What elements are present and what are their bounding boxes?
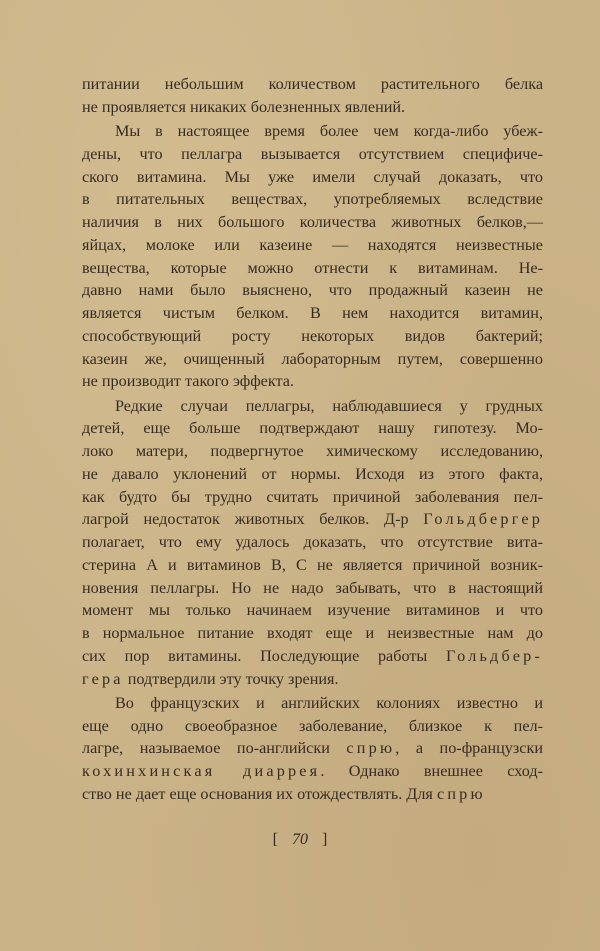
page-number-value: 70 [292, 831, 308, 848]
text-line [82, 783, 543, 806]
paragraph [82, 73, 543, 119]
text-line [82, 440, 543, 463]
text-segment: не производит такого эффекта. [82, 372, 295, 391]
text-segment: лагре, называемое по-английски [82, 739, 347, 758]
text-segment: Редкие случаи пеллагры, наблюдавшиеся у грудных [115, 396, 543, 415]
paragraph [82, 395, 543, 691]
text-segment: давно нами было выяснено, что продажный казеин не [82, 281, 543, 300]
text-segment: наличия в них большого количества животных белков,— [82, 213, 543, 231]
text-line [82, 463, 543, 486]
text-segment: ство не дает еще основания их отождествлять. Для [82, 784, 437, 803]
text-segment: способствующий росту некоторых видов бактерий; [82, 326, 543, 345]
text-segment: . Однако внешнее сход- [320, 762, 543, 780]
text-segment: Мы в настоящее время более чем когда-либо убеж- [115, 122, 543, 140]
spaced-emphasis: кохинхинская диаррея [82, 762, 321, 780]
text-segment: не давало уклонений от нормы. Исходя из этого факта, [82, 464, 543, 483]
text-segment: в нормальное питание входят еще и неизвестные нам до [82, 624, 543, 642]
text-segment: стерина А и витаминов В, С не является причиной возник- [82, 555, 543, 574]
text-line [82, 692, 543, 715]
text-line [82, 325, 543, 348]
text-line [82, 737, 543, 760]
text-segment: казеин же, очищенный лабораторным путем, совершенно [82, 349, 543, 368]
text-line [82, 73, 543, 96]
text-line [82, 417, 543, 440]
text-line [82, 370, 543, 393]
text-line [82, 577, 543, 600]
text-segment: подтвердили эту точку зрения. [123, 669, 339, 688]
text-line [82, 668, 543, 691]
page-number [0, 831, 600, 849]
text-segment: питании небольшим количеством растительного белка [82, 75, 543, 93]
spaced-emphasis: гера [82, 669, 124, 688]
text-segment: не проявляется никаких болезненных явлений. [82, 97, 406, 116]
text-segment: момент мы только начинаем изучение витаминов и что [82, 601, 543, 620]
text-segment: Во французских и английских колониях известно и [115, 693, 543, 712]
text-segment: ского витамина. Мы уже имели случай доказать, что [82, 167, 543, 186]
bracket-close: ] [322, 831, 328, 848]
text-segment: детей, еще больше подтверждают нашу гипотезу. Мо- [82, 419, 543, 438]
paragraph [82, 120, 543, 393]
text-line [82, 234, 543, 257]
text-line [82, 211, 543, 234]
text-line [82, 554, 543, 577]
spaced-emphasis: Гольдбергер [423, 510, 543, 529]
text-segment: как будто бы трудно считать причиной заболевания пел- [82, 487, 543, 506]
text-line [82, 302, 543, 325]
text-line [82, 279, 543, 302]
spaced-emphasis: Гольдбер- [445, 646, 543, 665]
text-segment: дены, что пеллагра вызывается отсутствием специфиче- [82, 144, 543, 163]
text-line [82, 645, 543, 668]
spaced-emphasis: спрю [436, 784, 486, 803]
text-segment: полагает, что ему удалось доказать, что отсутствие вита- [82, 533, 543, 551]
text-segment: лагрой недостаток животных белков. Д-р [82, 510, 424, 529]
text-line [82, 508, 543, 531]
text-segment: в питательных веществах, употребляемых вследствие [82, 190, 543, 209]
text-line [82, 143, 543, 166]
text-line [82, 760, 543, 783]
bracket-open: [ [272, 831, 278, 848]
text-line [82, 395, 543, 418]
text-line [82, 120, 543, 143]
text-line [82, 486, 543, 509]
text-segment: новения пеллагры. Но не надо забывать, что в настоящий [82, 578, 543, 597]
text-line [82, 257, 543, 280]
text-segment: локо матери, подвергнутое химическому исследованию, [82, 442, 543, 460]
text-segment: , а по-французски [395, 739, 543, 758]
paragraph [82, 692, 543, 806]
text-line [82, 188, 543, 211]
text-segment: еще одно своеобразное заболевание, близкое к пел- [82, 716, 543, 735]
text-segment: является чистым белком. В нем находится витамин, [82, 304, 543, 322]
text-line [82, 348, 543, 371]
text-line [82, 715, 543, 738]
text-segment: яйцах, молоке или казеине — находятся неизвестные [82, 235, 543, 254]
text-line [82, 622, 543, 645]
text-line [82, 531, 543, 554]
text-segment: вещества, которые можно отнести к витаминам. Не- [82, 258, 543, 277]
text-line [82, 599, 543, 622]
spaced-emphasis: спрю [346, 739, 396, 758]
text-line [82, 166, 543, 189]
text-segment: сих пор витамины. Последующие работы [82, 646, 446, 665]
page-body [82, 73, 543, 806]
text-line [82, 96, 543, 119]
